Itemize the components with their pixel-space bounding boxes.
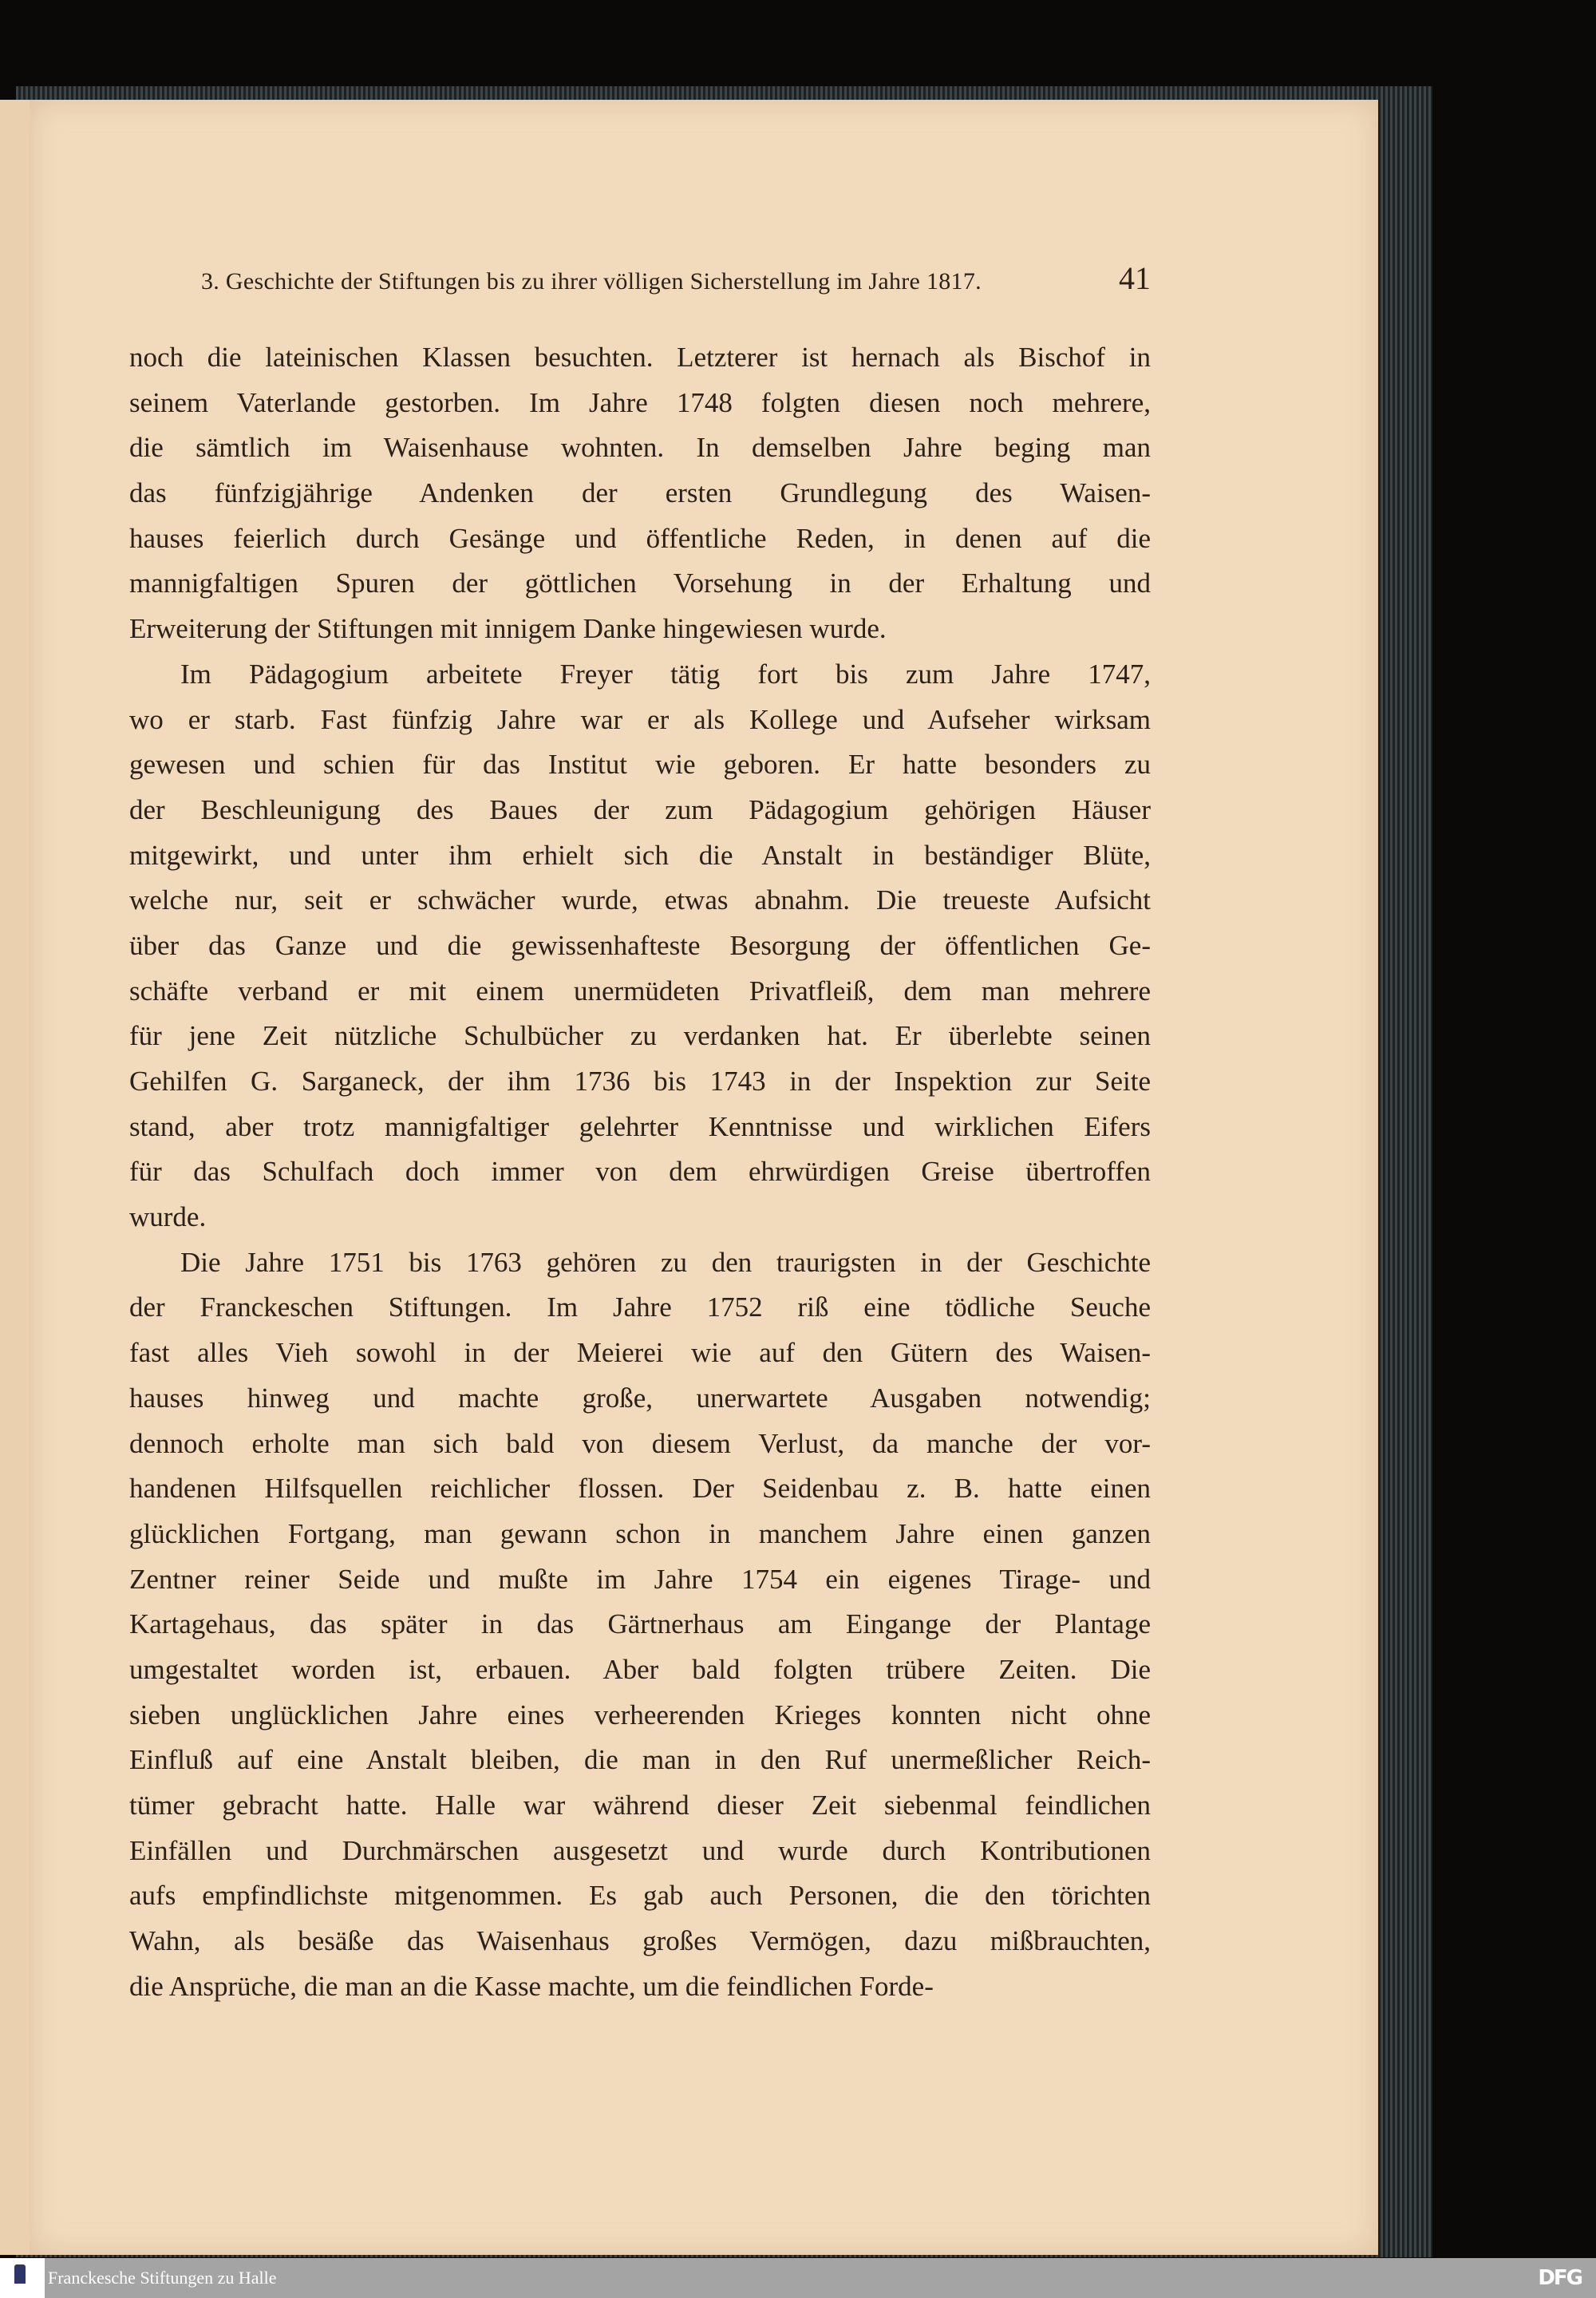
text-line: der Beschleunigung des Baues der zum Pädagogium gehörigen Häuser — [129, 793, 1151, 825]
text-line: Die Jahre 1751 bis 1763 gehören zu den traurigsten in der Geschichte — [180, 1246, 1151, 1278]
institution-logo[interactable] — [0, 2258, 45, 2298]
text-line: Kartagehaus, das später in das Gärtnerhaus am Eingange der Plantage — [129, 1608, 1151, 1640]
text-line: Gehilfen G. Sarganeck, der ihm 1736 bis 1743 in der Inspektion zur Seite — [129, 1066, 1151, 1097]
dfg-logo[interactable]: DFG — [1538, 2266, 1582, 2290]
text-line: aufs empfindlichste mitgenommen. Es gab auch Personen, die den törichten — [129, 1880, 1151, 1912]
text-line: sieben unglücklichen Jahre eines verheerenden Krieges konnten nicht ohne — [129, 1699, 1151, 1730]
text-line: hauses hinweg und machte große, unerwartete Ausgaben notwendig; — [129, 1382, 1151, 1414]
text-line: für das Schulfach doch immer von dem ehrwürdigen Greise übertroffen — [129, 1156, 1151, 1188]
text-line: Einfällen und Durchmärschen ausgesetzt und wurde durch Kontributionen — [129, 1834, 1151, 1866]
text-line: fast alles Vieh sowohl in der Meierei wie auf den Gütern des Waisen- — [129, 1337, 1151, 1369]
text-line: das fünfzigjährige Andenken der ersten Grundlegung des Waisen- — [129, 477, 1151, 509]
text-line: schäfte verband er mit einem unermüdeten Privatfleiß, dem man mehrere — [129, 975, 1151, 1007]
text-line: gewesen und schien für das Institut wie geboren. Er hatte besonders zu — [129, 749, 1151, 781]
running-header — [201, 259, 1151, 297]
page-number: 41 — [1119, 260, 1151, 296]
text-line: handenen Hilfsquellen reichlicher flossen. Der Seidenbau z. B. hatte einen — [129, 1473, 1151, 1505]
text-line: seinem Vaterlande gestorben. Im Jahre 1748 folgten diesen noch mehrere, — [129, 386, 1151, 418]
running-title: 3. Geschichte der Stiftungen bis zu ihrer völligen Sicherstellung im Jahre 1817. — [201, 268, 982, 295]
text-line: die Ansprüche, die man an die Kasse machte, um die feindlichen Forde- — [129, 1970, 934, 2002]
text-line: für jene Zeit nützliche Schulbücher zu verdanken hat. Er überlebte seinen — [129, 1020, 1151, 1052]
text-line: der Franckeschen Stiftungen. Im Jahre 1752 riß eine tödliche Seuche — [129, 1291, 1151, 1323]
text-line: wurde. — [129, 1201, 207, 1233]
institution-name[interactable]: Franckesche Stiftungen zu Halle — [48, 2268, 277, 2288]
text-line: wo er starb. Fast fünfzig Jahre war er als Kollege und Aufseher wirksam — [129, 703, 1151, 735]
logo-figure-icon — [14, 2264, 26, 2284]
text-line: Wahn, als besäße das Waisenhaus großes Vermögen, dazu mißbrauchten, — [129, 1925, 1151, 1957]
text-line: stand, aber trotz mannigfaltiger gelehrter Kenntnisse und wirklichen Eifers — [129, 1110, 1151, 1142]
text-line: glücklichen Fortgang, man gewann schon in manchem Jahre einen ganzen — [129, 1517, 1151, 1549]
text-line: Zentner reiner Seide und mußte im Jahre 1754 ein eigenes Tirage- und — [129, 1563, 1151, 1595]
text-line: Im Pädagogium arbeitete Freyer tätig fort bis zum Jahre 1747, — [180, 658, 1151, 690]
text-line: über das Ganze und die gewissenhafteste Besorgung der öffentlichen Ge- — [129, 929, 1151, 961]
text-line: Erweiterung der Stiftungen mit innigem Danke hingewiesen wurde. — [129, 613, 887, 645]
text-line: noch die lateinischen Klassen besuchten. Letzterer ist hernach als Bischof in — [129, 342, 1151, 373]
text-line: dennoch erholte man sich bald von diesem Verlust, da manche der vor- — [129, 1427, 1151, 1459]
text-line: hauses feierlich durch Gesänge und öffentliche Reden, in denen auf die — [129, 522, 1151, 554]
text-line: mannigfaltigen Spuren der göttlichen Vorsehung in der Erhaltung und — [129, 568, 1151, 599]
text-line: welche nur, seit er schwächer wurde, etwas abnahm. Die treueste Aufsicht — [129, 884, 1151, 916]
footer-bar — [0, 2258, 1596, 2298]
text-line: die sämtlich im Waisenhause wohnten. In demselben Jahre beging man — [129, 432, 1151, 464]
text-line: mitgewirkt, und unter ihm erhielt sich die Anstalt in beständiger Blüte, — [129, 839, 1151, 871]
page-body-text — [129, 335, 1151, 2009]
text-line: umgestaltet worden ist, erbauen. Aber bald folgten trübere Zeiten. Die — [129, 1653, 1151, 1685]
text-line: tümer gebracht hatte. Halle war während dieser Zeit siebenmal feindlichen — [129, 1790, 1151, 1821]
text-line: Einfluß auf eine Anstalt bleiben, die man in den Ruf unermeßlicher Reich- — [129, 1744, 1151, 1776]
